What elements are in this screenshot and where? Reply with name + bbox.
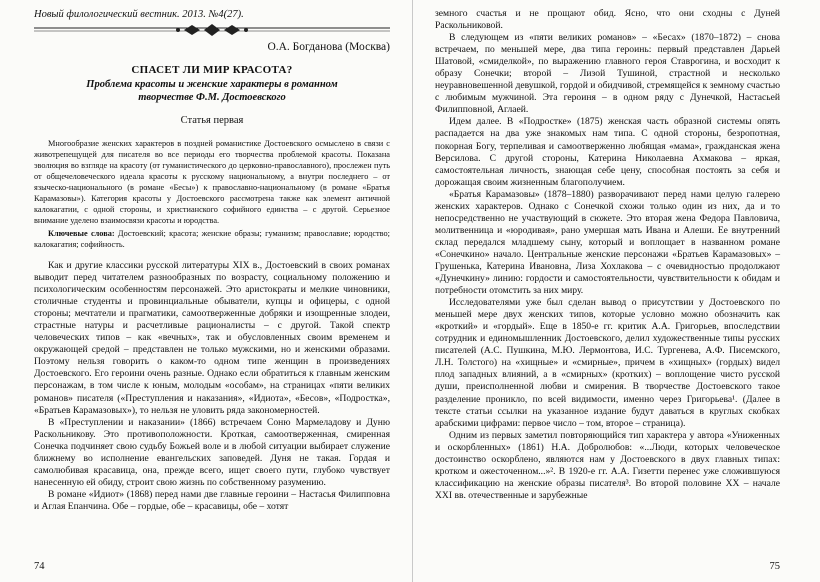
left-body [34, 260, 390, 513]
right-page [413, 0, 820, 582]
paragraph: Как и другие классики русской литературы XIX в., Достоевский в своих романах выводит перед читателем разнообразных по возрасту, социальному положению и психологическим особенностям персонажей. Это аристократы и мелкие чиновники, столичные студенты и провинциальные обыватели, купцы и офицеры, с одной стороны; мечтатели и прагматики, самоотверженные добряки и изощренные злодеи, страстные натуры и расчетливые рационалисты – с другой. Такой спектр человеческих типов – как «вечных», так и обусловленных своим временем и окружающей средой – представлен не только мужскими, но и женскими образами. Поэтому нельзя говорить о каком-то одном типе женщин в произведениях Достоевского. Его героини очень разные. Однако если обратиться к главным женским персонажам, в том числе к юным, молодым «особам», на страницах «пяти великих романов» писателя («Преступления и наказания», «Идиота», «Бесов», «Подростка», «Братьев Карамазовых»), то нельзя не уловить ряда закономерностей. [34, 260, 390, 416]
right-page-content [435, 8, 780, 582]
paragraph: Одним из первых заметил повторяющийся тип характера у автора «Униженных и оскорбленных» (1861) Н.А. Добролюбов: «...Люди, которых человеческое достоинство оскорблено, являются нам у Достоевского в двух главных типах: кротком и ожесточенном...»². В 1920-е гг. А.А. Гизетти перенес уже сложившуюся классификацию на женские образы писателя³. Во второй половине XX – начале XXI вв. отечественные и зарубежные [435, 429, 780, 501]
paragraph: В романе «Идиот» (1868) перед нами две главные героини – Настасья Филипповна и Аглая Епанчина. Обе – гордые, обе – красавицы, обе – хотят [34, 488, 390, 512]
paragraph: В «Преступлении и наказании» (1866) встречаем Соню Мармеладову и Дуню Раскольникову. Это противоположности. Кроткая, самоотверженная, смиренная Сонечка подчиняет свою судьбу Божьей воле и в любой ситуации выбирает служение ближнему во исполнение евангельских заповедей. Дуня не такая. Гордая и самолюбивая красавица, она, прежде всего, ищет своего пути, глубоко чувствует нанесенную ей обиду, строит свою жизнь по собственному разумению. [34, 416, 390, 488]
paragraph: В следующем из «пяти великих романов» – «Бесах» (1870–1872) – снова встречаем, по меньшей мере, два типа героинь: первый представлен Дарьей Шатовой, «смиделкой», по выражению главного героя Ставрогина, и восходит к образу Сонечки; второй – Лизой Тушиной, страстной и несколько неуравновешенной девушкой, гордой и обидчивой, стремящейся к земному счастью с любимым мужчиной. Эта героиня – в одном ряду с Дунечкой, Настасьей Филипповной, Аглаей. [435, 32, 780, 116]
paragraph: земного счастья и не прощают обид. Ясно, что они сходны с Дуней Раскольниковой. [435, 8, 780, 32]
article-title: СПАСЕТ ЛИ МИР КРАСОТА? [131, 64, 293, 76]
right-body [435, 8, 780, 502]
ornament-divider [34, 24, 390, 36]
keywords-label: Ключевые слова: [48, 229, 115, 238]
section-label: Статья первая [180, 115, 244, 126]
paragraph: Исследователями уже был сделан вывод о присутствии у Достоевского по меньшей мере двух женских типов, которые условно можно обозначить как «кроткий» и «гордый». Еще в 1850-е гг. критик А.А. Григорьев, впоследствии сотрудник и единомышленник Достоевского, делил художественные типы русских писателей (А.С. Пушкина, М.Ю. Лермонтова, И.С. Тургенева, А.Ф. Писемского, Л.Н. Толстого) на «хищные» и «смирные», причем в «хищных» (гордых) видел плод западных влияний, а в «смирных» (кротких) – воплощение чисто русской души, преисполненной любви и смирения. В творчестве Достоевского такое разделение проникло, по всей видимости, именно через Григорьева¹. (Далее в тексте статьи ссылки на указанное издание будут даваться в круглых скобках арабскими цифрами: первое число – том, второе – страница). [435, 297, 780, 429]
paragraph: «Братья Карамазовы» (1878–1880) разворачивают перед нами целую галерею женских характеров. Однако с Сонечкой схожи только один из них, да и то непосредственно не участвующий в сюжете. Это вторая жена Федора Павловича, молитвенница и «юродивая», рано умершая мать Ивана и Алеши. Ее внутренний склад передался младшему сыну, который и воплощает в названном романе «Сонечкино» начало. Центральные женские персонажи «Братьев Карамазовых» – Грушенька, Катерина Ивановна, Лиза Хохлакова – с очевидностью продолжают «Дунечкину» линию: гордости и самостоятельности, чувствительности к обидам и потребности отомстить за них миру. [435, 188, 780, 297]
ornament-icon [34, 24, 390, 36]
abstract-text: Многообразие женских характеров в поздней романистике Достоевского осмыслено в связи с животрепещущей для писателя во все периоды его творчества проблемой красоты. Показана эволюция во взгляде на красоту (от гуманистического до церковно-православного), прослежен путь от общечеловеческого идеала красоты к русскому национальному, а внутри последнего – от языческо-национального (в романе «Бесы») к православно-национальному (в романе «Братья Карамазовы»). Категория красоты у Достоевского рассмотрена также как элемент античной калокагатии, с одной стороны, и христианского софийного единства – с другой. Серьезное внимание уделено взаимосвязи красоты и юродства. [34, 139, 390, 225]
keywords [34, 228, 390, 250]
abstract [34, 138, 390, 250]
keywords-text: Достоевский; красота; женские образы; гуманизм; православие; юродство; калокагатия; софийность. [34, 229, 390, 249]
article-subtitle: Проблема красоты и женские характеры в романном творчестве Ф.М. Достоевского [86, 79, 338, 103]
running-head: Новый филологический вестник. 2013. №4(27). [34, 9, 244, 20]
paragraph: Идем далее. В «Подростке» (1875) женская часть образной системы опять распадается на два уже знакомых нам типа. С одной стороны, безропотная, покорная Богу, терпеливая и самоотверженно любящая «мама», гражданская жена Версилова. С другой стороны, Катерина Николаевна Ахмакова – яркая, самостоятельная личность, знающая себе цену, способная постоять за себя и дорожащая своим жизненным благополучием. [435, 116, 780, 188]
author-line: О.А. Богданова (Москва) [267, 41, 390, 53]
left-page-content [34, 8, 390, 582]
page-number: 75 [769, 561, 780, 572]
page-number: 74 [34, 561, 45, 572]
